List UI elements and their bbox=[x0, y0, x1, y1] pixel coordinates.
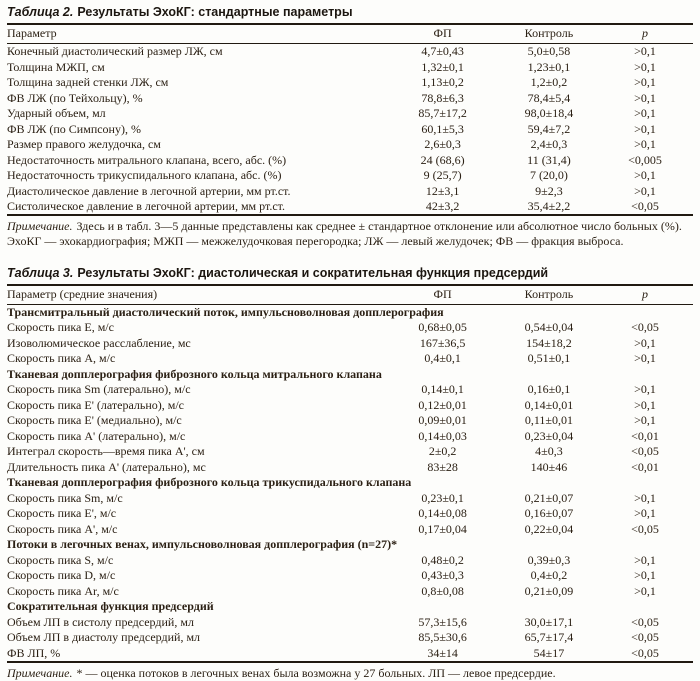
table-2-header bbox=[7, 24, 693, 44]
row-parameter-label: ФВ ЛЖ (по Тейхольцу), % bbox=[7, 90, 143, 105]
row-parameter-label: Диастолическое давление в легочной артерии, мм рт.ст. bbox=[7, 183, 291, 198]
col-header-p-value: p bbox=[597, 24, 693, 44]
table-row bbox=[7, 106, 693, 121]
row-value-control: 154±18,2 bbox=[526, 335, 572, 350]
row-value-fp: 2±0,2 bbox=[428, 444, 457, 459]
table-row bbox=[7, 183, 693, 198]
col-header-fp: ФП bbox=[384, 24, 501, 44]
table-row bbox=[7, 335, 693, 350]
row-value-fp: 42±3,2 bbox=[425, 199, 460, 214]
row-value-fp: 78,8±6,3 bbox=[421, 90, 464, 105]
section-header-label: Потоки в легочных венах, импульсноволновая допплерография (n=27)* bbox=[7, 537, 398, 552]
row-value-p: <0,05 bbox=[631, 521, 659, 536]
table-section-row bbox=[7, 537, 693, 552]
row-value-fp: 0,09±0,01 bbox=[418, 413, 467, 428]
table-row bbox=[7, 320, 693, 335]
row-value-p: <0,01 bbox=[631, 428, 659, 443]
table-section-row bbox=[7, 475, 693, 490]
row-value-fp: 34±14 bbox=[427, 645, 458, 660]
row-value-p: >0,1 bbox=[634, 382, 656, 397]
row-value-control: 35,4±2,2 bbox=[527, 199, 571, 214]
table-row bbox=[7, 583, 693, 598]
row-value-p: <0,05 bbox=[631, 630, 659, 645]
row-value-p: <0,05 bbox=[631, 444, 659, 459]
row-value-fp: 85,5±30,6 bbox=[418, 630, 467, 645]
row-value-control: 1,23±0,1 bbox=[527, 59, 571, 74]
row-value-fp: 0,48±0,2 bbox=[421, 552, 464, 567]
row-value-p: <0,01 bbox=[631, 459, 659, 474]
row-value-p: >0,1 bbox=[634, 583, 656, 598]
row-parameter-label: Скорость пика А', м/с bbox=[7, 521, 118, 536]
table-row bbox=[7, 630, 693, 645]
row-value-control: 2,4±0,3 bbox=[530, 137, 568, 152]
note-text: Здесь и в табл. 3—5 данные представлены как среднее ± стандартное отклонение или абсолютное число больных (%). ЭхоКГ — эхокардиография; МЖП — межжелудочковая перегородка; ЛЖ — левый желудочек; ФВ — фракция выброса. bbox=[7, 219, 682, 248]
row-parameter-label: Скорость пика Sm (латерально), м/с bbox=[7, 382, 191, 397]
table-2-number: Таблица 2. bbox=[7, 5, 74, 19]
row-value-fp: 0,14±0,03 bbox=[418, 428, 467, 443]
header-row bbox=[7, 24, 693, 44]
col-header-control: Контроль bbox=[501, 24, 597, 44]
row-value-control: 0,4±0,2 bbox=[530, 568, 568, 583]
row-parameter-label: Интеграл скорость—время пика А', см bbox=[7, 444, 205, 459]
row-parameter-label: Недостаточность митрального клапана, всего, абс. (%) bbox=[7, 152, 287, 167]
row-value-control: 0,21±0,09 bbox=[524, 583, 574, 598]
table-section-row bbox=[7, 304, 693, 320]
row-value-fp: 0,12±0,01 bbox=[418, 397, 467, 412]
row-parameter-label: Недостаточность трикуспидального клапана, абс. (%) bbox=[7, 168, 282, 183]
row-value-control: 0,39±0,3 bbox=[527, 552, 571, 567]
row-value-p: <0,05 bbox=[631, 645, 659, 660]
row-parameter-label: Конечный диастолический размер ЛЖ, см bbox=[7, 44, 223, 59]
row-value-control: 0,51±0,1 bbox=[527, 351, 571, 366]
row-parameter-label: ФВ ЛЖ (по Симпсону), % bbox=[7, 121, 141, 136]
row-parameter-label: ФВ ЛП, % bbox=[7, 645, 61, 660]
row-parameter-label: Толщина МЖП, см bbox=[7, 59, 105, 74]
table-row bbox=[7, 137, 693, 152]
table-row bbox=[7, 428, 693, 443]
row-parameter-label: Объем ЛП в систолу предсердий, мл bbox=[7, 614, 194, 629]
row-value-fp: 2,6±0,3 bbox=[424, 137, 461, 152]
row-value-fp: 60,1±5,3 bbox=[421, 121, 464, 136]
table-2-title-text: Результаты ЭхоКГ: стандартные параметры bbox=[77, 5, 353, 19]
table-3-title bbox=[7, 266, 693, 284]
table-row bbox=[7, 75, 693, 90]
row-value-p: <0,05 bbox=[631, 320, 659, 335]
row-value-control: 0,16±0,1 bbox=[527, 382, 571, 397]
row-value-control: 4±0,3 bbox=[535, 444, 563, 459]
table-row bbox=[7, 444, 693, 459]
row-value-p: >0,1 bbox=[634, 90, 656, 105]
table-row bbox=[7, 59, 693, 74]
row-value-control: 0,23±0,04 bbox=[524, 428, 574, 443]
row-parameter-label: Скорость пика Е', м/с bbox=[7, 506, 117, 521]
row-value-control: 65,7±17,4 bbox=[524, 630, 574, 645]
row-parameter-label: Скорость пика А' (латерально), м/с bbox=[7, 428, 186, 443]
row-value-fp: 0,14±0,1 bbox=[421, 382, 464, 397]
row-value-p: >0,1 bbox=[634, 137, 656, 152]
table-section-row bbox=[7, 599, 693, 614]
table-row bbox=[7, 521, 693, 536]
row-value-p: >0,1 bbox=[634, 168, 656, 183]
row-parameter-label: Ударный объем, мл bbox=[7, 106, 106, 121]
row-value-control: 140±46 bbox=[530, 459, 568, 474]
row-value-p: >0,1 bbox=[634, 568, 656, 583]
table-row bbox=[7, 459, 693, 474]
row-value-control: 78,4±5,4 bbox=[527, 90, 571, 105]
table-row bbox=[7, 152, 693, 167]
table-2-title bbox=[7, 5, 693, 23]
section-header-label: Тканевая допплерография фиброзного кольца митрального клапана bbox=[7, 366, 382, 381]
table-row bbox=[7, 199, 693, 215]
table-row bbox=[7, 44, 693, 60]
row-value-control: 0,14±0,01 bbox=[524, 397, 574, 412]
row-value-control: 59,4±7,2 bbox=[527, 121, 571, 136]
row-value-control: 0,16±0,07 bbox=[524, 506, 574, 521]
row-parameter-label: Скорость пика Ar, м/с bbox=[7, 583, 119, 598]
row-value-fp: 0,17±0,04 bbox=[418, 521, 467, 536]
col-header-parameter: Параметр bbox=[7, 24, 384, 44]
table-row bbox=[7, 121, 693, 136]
row-value-p: <0,05 bbox=[631, 614, 659, 629]
row-value-p: >0,1 bbox=[634, 490, 656, 505]
col-header-control: Контроль bbox=[501, 285, 597, 305]
table-row bbox=[7, 168, 693, 183]
table-row bbox=[7, 90, 693, 105]
table-3-number: Таблица 3. bbox=[7, 265, 74, 280]
row-parameter-label: Скорость пика Е, м/с bbox=[7, 320, 114, 335]
row-value-control: 0,21±0,07 bbox=[524, 490, 574, 505]
note-label: Примечание. bbox=[7, 665, 73, 680]
table-row bbox=[7, 351, 693, 366]
row-value-fp: 24 (68,6) bbox=[420, 152, 465, 167]
row-value-p: <0,005 bbox=[628, 152, 662, 167]
row-value-control: 5,0±0,58 bbox=[527, 44, 571, 59]
col-header-fp: ФП bbox=[384, 285, 501, 305]
row-value-p: >0,1 bbox=[634, 506, 656, 521]
row-value-fp: 0,4±0,1 bbox=[424, 351, 461, 366]
row-value-control: 54±17 bbox=[533, 645, 565, 660]
row-value-fp: 83±28 bbox=[427, 459, 458, 474]
row-value-control: 9±2,3 bbox=[535, 183, 563, 198]
row-value-p: >0,1 bbox=[634, 335, 656, 350]
table-row bbox=[7, 382, 693, 397]
table-3-note bbox=[7, 666, 693, 681]
table-row bbox=[7, 506, 693, 521]
row-value-fp: 1,32±0,1 bbox=[421, 59, 464, 74]
row-value-p: >0,1 bbox=[634, 106, 656, 121]
row-value-fp: 9 (25,7) bbox=[423, 168, 462, 183]
row-value-fp: 0,68±0,05 bbox=[418, 320, 467, 335]
table-row bbox=[7, 490, 693, 505]
row-value-control: 0,11±0,01 bbox=[524, 413, 573, 428]
row-value-control: 11 (31,4) bbox=[527, 152, 571, 167]
row-value-p: >0,1 bbox=[634, 59, 656, 74]
row-value-control: 30,0±17,1 bbox=[524, 614, 574, 629]
echo-diastolic-function-table bbox=[7, 284, 693, 663]
table-row bbox=[7, 614, 693, 629]
section-header-label: Сократительная функция предсердий bbox=[7, 599, 214, 614]
table-row bbox=[7, 645, 693, 661]
row-value-control: 98,0±18,4 bbox=[524, 106, 574, 121]
table-3-body bbox=[7, 304, 693, 662]
table-section-row bbox=[7, 366, 693, 381]
row-value-p: >0,1 bbox=[634, 44, 656, 59]
row-value-control: 1,2±0,2 bbox=[530, 75, 568, 90]
row-parameter-label: Объем ЛП в диастолу предсердий, мл bbox=[7, 630, 201, 645]
row-value-control: 0,22±0,04 bbox=[524, 521, 574, 536]
row-value-fp: 12±3,1 bbox=[425, 183, 460, 198]
row-parameter-label: Толщина задней стенки ЛЖ, см bbox=[7, 75, 169, 90]
row-parameter-label: Изоволюмическое расслабление, мс bbox=[7, 335, 191, 350]
section-header-label: Тканевая допплерография фиброзного кольца трикуспидального клапана bbox=[7, 475, 412, 490]
table-2-block bbox=[7, 5, 693, 249]
row-value-fp: 0,43±0,3 bbox=[421, 568, 464, 583]
row-value-fp: 167±36,5 bbox=[419, 335, 466, 350]
row-value-fp: 0,8±0,08 bbox=[421, 583, 464, 598]
table-row bbox=[7, 397, 693, 412]
header-row bbox=[7, 285, 693, 305]
row-parameter-label: Скорость пика Sm, м/с bbox=[7, 490, 123, 505]
row-value-p: >0,1 bbox=[634, 552, 656, 567]
table-3-header bbox=[7, 285, 693, 305]
table-row bbox=[7, 413, 693, 428]
table-2-note bbox=[7, 219, 693, 248]
col-header-p-value: p bbox=[597, 285, 693, 305]
section-header-label: Трансмитральный диастолический поток, импульсноволновая допплерография bbox=[7, 304, 444, 319]
table-2-body bbox=[7, 44, 693, 216]
note-label: Примечание. bbox=[7, 219, 73, 234]
col-header-parameter: Параметр (средние значения) bbox=[7, 285, 384, 305]
row-value-fp: 4,7±0,43 bbox=[421, 44, 464, 59]
row-value-p: >0,1 bbox=[634, 121, 656, 136]
row-value-fp: 0,23±0,1 bbox=[421, 490, 464, 505]
row-value-p: <0,05 bbox=[631, 199, 659, 214]
row-parameter-label: Систолическое давление в легочной артерии, мм рт.ст. bbox=[7, 199, 285, 214]
row-value-p: >0,1 bbox=[634, 351, 656, 366]
row-value-p: >0,1 bbox=[634, 75, 656, 90]
echo-standard-parameters-table bbox=[7, 23, 693, 216]
table-3-block bbox=[7, 266, 693, 681]
table-row bbox=[7, 568, 693, 583]
row-parameter-label: Длительность пика А' (латерально), мс bbox=[7, 459, 206, 474]
row-value-p: >0,1 bbox=[634, 183, 656, 198]
table-3-title-text: Результаты ЭхоКГ: диастолическая и сократительная функция предсердий bbox=[77, 265, 549, 280]
row-parameter-label: Размер правого желудочка, см bbox=[7, 137, 161, 152]
tables-gap bbox=[7, 249, 693, 263]
row-parameter-label: Скорость пика D, м/с bbox=[7, 568, 116, 583]
row-parameter-label: Скорость пика S, м/с bbox=[7, 552, 114, 567]
row-parameter-label: Скорость пика Е' (медиально), м/с bbox=[7, 413, 182, 428]
row-value-fp: 1,13±0,2 bbox=[421, 75, 464, 90]
note-text: * — оценка потоков в легочных венах была возможна у 27 больных. ЛП — левое предсердие. bbox=[76, 665, 556, 680]
row-value-p: >0,1 bbox=[634, 397, 656, 412]
row-value-p: >0,1 bbox=[634, 413, 656, 428]
row-value-fp: 0,14±0,08 bbox=[418, 506, 467, 521]
row-value-fp: 85,7±17,2 bbox=[418, 106, 467, 121]
row-value-control: 0,54±0,04 bbox=[524, 320, 574, 335]
row-value-fp: 57,3±15,6 bbox=[418, 614, 467, 629]
row-parameter-label: Скорость пика А, м/с bbox=[7, 351, 116, 366]
table-row bbox=[7, 552, 693, 567]
row-value-control: 7 (20,0) bbox=[529, 168, 568, 183]
row-parameter-label: Скорость пика Е' (латерально), м/с bbox=[7, 397, 185, 412]
